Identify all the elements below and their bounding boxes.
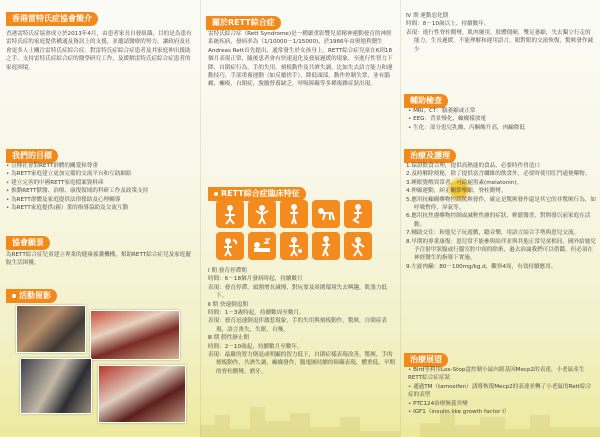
- stage-line: Ⅳ 期 運動惡化期: [406, 13, 449, 19]
- stage-line: Ⅱ 期 快速倒退期: [208, 301, 248, 308]
- stage4-list: [406, 12, 596, 54]
- clinical-icons: [216, 200, 372, 260]
- about-heading: [206, 10, 281, 30]
- treatment-item: 8.早期的專業康復：患兒常不能參與結伴並與其他正常兒童相同，國外給她兒予注射甲狀腺或行腦室腔中頸的除術，過去治論我們可以借鑑，但必須在神經醫生的指導下實施。: [406, 238, 596, 262]
- seizure-icon: [344, 232, 372, 260]
- goal-item: • 推動RETT獸醫、治療、康復領域的科研工作及政策支持: [6, 187, 196, 195]
- treatment-list: [406, 162, 596, 271]
- goal-item: • 為RETT家庭提供(親）業的指導協助及交流互動: [6, 204, 196, 212]
- treatment-item: 4.伸縮運動，糾正關節攣縮，脊柱側彎。: [406, 188, 507, 195]
- activity-photo-2: [90, 310, 180, 360]
- stage-line: 時間：8－10歲以上，持續數年。: [406, 21, 490, 28]
- stage-line: 表現：進行性脊柱側彎，肌肉廢用，肢體僵硬，雙足萎縮，失去獨立行走的能力，生長遲緩，不能理解和運用語言，眼對眼的交流恢復，驚厥發作減少: [406, 29, 594, 53]
- column-middle: [200, 0, 400, 437]
- about-text: 雷特氏綜合症（Rett Syndrome)是一種嚴重影響兒童精神運動發育的神經系統疾病，發病率為（1/10000－1/15000)，於1966年由奧地利醫生Andreas Rett首先提出，通常發生於女孩身上。RETT綜合症兒童在6到18個月表現正常，隨後患者會有快速退化及發展遲緩的現象，至進行性智力下降，自閉症行為，手的失用，刻板動作及共濟失調，比如失去語言能力和運動技巧，手部重複運動（如反覆搓手），降低頭部，動作控制失常，並有腦癇，癱瘓，自閉症，脫髓營養缺乏，呼吸障礙等多種複雜症狀出現。: [208, 31, 393, 88]
- stage-line: 表現：發育迅速倒退伴激惹現象，手的失用與刻板動作，驚厥，自閉症表現，語言喪失，失眠，自殘。: [208, 318, 388, 333]
- stages-list: [208, 267, 396, 376]
- goals-list: [6, 162, 196, 212]
- vision-heading: [6, 230, 50, 250]
- treatment-title: 治療及護理: [404, 149, 456, 163]
- stage-line: 表現：發育停滯，頭圍增長減慢，對玩耍及周圍環境失去興趣，肌張力低下。: [208, 284, 388, 300]
- goals-heading: [6, 143, 58, 163]
- eating-icon: [280, 232, 308, 260]
- intro-text: 香港雷特氏症協會成立於2013年4月，由患者家長自發組織，目的是為患有雷特氏症的家庭提供構通及資訊上的支援，並邀請醫療的努力，讓政府及社會更多人士關注雷特氏症綜合症。對雷特氏症綜合症患者及其家庭伸出援助之手，支持雷特氏症綜合症的醫學研究工作，及緩解雷特氏症綜合症患者的家庭困境。: [6, 31, 192, 71]
- crawling-icon: [312, 200, 340, 228]
- standing-child-icon: [280, 200, 308, 228]
- breathing-icon: [216, 232, 244, 260]
- features-title: RETT綜合症臨床特征: [208, 187, 306, 201]
- treatment-item: 1.保證飲食合理，提供高熱能的食品，必要時作胃造口: [406, 163, 540, 169]
- treatment-item: 5.應用抗癲癇藥物控制驚厥發作，確定是驚厥發作還是其它的非驚厥行為，如呼吸暫停，屏氣等。: [406, 196, 596, 212]
- goal-item: • 為RETT家庭建立更加完備的交流平台和互助網絡: [6, 170, 196, 178]
- outlook-item: • 通過TM（tamoxifen）誘導恢復Mecp2的表達並轉了小老鼠的Rett綜合症的表型: [408, 383, 596, 400]
- stage-line: 時間：2－10歲起，持續數月至數年。: [208, 343, 303, 350]
- stage-line: Ⅰ 期 發育停滯期: [208, 268, 247, 274]
- kneeling-icon: [344, 200, 372, 228]
- intro-heading: [6, 6, 98, 26]
- goals-title: 我們的目標: [6, 149, 58, 163]
- outlook-heading: [404, 347, 448, 367]
- outlook-item: • Bird等利用Lox-Stop盒控制小鼠內源基因Mecp2的表達，小老鼠產生RETT綜合症症狀: [408, 366, 596, 383]
- column-right: [400, 0, 600, 437]
- stage-line: 表現：最嚴的智力倒退或明顯的智力低下，自閉症樣表現改善，驚厥，手的刻板動作，共濟失調，癲癇發作，腦電圖持續的障礙表現，體重低，早期的脊柱側彎，磨牙。: [208, 352, 396, 375]
- goal-item: • 建立完善的中國RETT家庭檔案資料庫: [6, 179, 196, 187]
- intro-title: 香港雷特氏症協會簡介: [6, 12, 98, 26]
- skyline-decoration: [0, 395, 600, 437]
- goal-item: • 宣傳社會對RETT群體的關愛和尊重: [6, 162, 196, 170]
- activity-photo-1: [16, 305, 86, 353]
- diagnosis-item: • MRI，CT：腦萎縮或正常: [408, 107, 596, 115]
- diagnosis-item: • 生化：部分患兒乳酸、丙酮酸升高，肉鹼降低: [408, 124, 596, 132]
- diagnosis-title: 輔助檢查: [404, 94, 448, 108]
- column-left: [0, 0, 200, 437]
- activities-heading: [6, 283, 57, 303]
- outlook-item: • IGF1（insulin like growth factor I）: [408, 408, 596, 416]
- hand-clapping-icon: [248, 200, 276, 228]
- scoliosis-icon: [312, 232, 340, 260]
- stage-line: 時間：1－3歲時起，持續數周至數月。: [208, 310, 305, 317]
- features-heading: [208, 181, 306, 201]
- treatment-item: 7.輔助交往：和他兒子玩遊戲，聽音樂，用語言結合手勢與患兒交流。: [406, 230, 580, 237]
- outlook-item: • PTC124治療無義突變: [408, 400, 596, 408]
- treatment-item: 2.及時解除便秘，除了提供富含纖維的飲食外，必要時使用肛門通便藥物。: [406, 171, 591, 178]
- treatment-item: 3.睡眠覺醒異常者，可給褪黑素(melatonin)。: [406, 179, 523, 186]
- diagnosis-heading: [404, 88, 448, 108]
- outlook-title: 治療展望: [404, 353, 448, 367]
- activities-title: 活動留影: [6, 289, 57, 303]
- treatment-heading: [404, 143, 456, 163]
- stage-line: 時間：6－18個月發病時起，持續數月: [208, 276, 303, 283]
- hand-wringing-icon: [216, 200, 244, 228]
- treatment-item: 9.左旋肉鹼：80－100mg/kg.d，觀察4周，有效持續應用。: [406, 263, 557, 270]
- treatment-item: 6.應用抗焦慮藥物控制或減輕焦慮的症狀，輕鬆醫書，對開發以前家庭在活動。: [406, 213, 591, 228]
- stage-line: Ⅲ 期 假性靜止期: [208, 335, 249, 342]
- goal-item: • 為RETT群體及家庭提供法律援助及心理輔導: [6, 196, 196, 204]
- sleeping-icon: [248, 232, 276, 260]
- vision-title: 協會願景: [6, 236, 50, 250]
- diagnosis-list: [408, 107, 596, 132]
- diagnosis-item: • EEG：背景慢化，癲癇樣放電: [408, 115, 596, 123]
- vision-text: 為RETT綜合症兒童建立專業的健康養護機構，幫助RETT綜合症兒及家庭擺脫生活困擾。: [6, 252, 191, 267]
- about-title: 關於RETT綜合症: [206, 16, 281, 30]
